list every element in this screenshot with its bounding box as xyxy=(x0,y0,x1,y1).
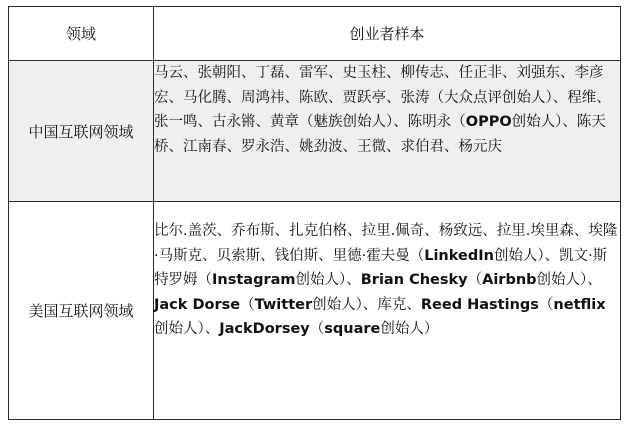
header-row xyxy=(9,7,621,61)
text-segment: （ xyxy=(240,296,255,313)
sample-cell-china xyxy=(154,61,621,202)
bold-name-segment: OPPO xyxy=(465,114,512,130)
bold-name-segment: JackDorsey xyxy=(219,321,310,337)
text-segment: 马云、张朝阳、丁磊、雷军、史玉柱、柳传志、任正非、刘强东、李彦宏、马化腾、周鸿祎、陈欧、贾跃亭、张涛（大众点评创始人）、程维、张一鸣、古永锵、黄章（魅族创始人）、陈明永（ xyxy=(154,65,611,130)
text-segment: 创始人） xyxy=(380,321,439,337)
text-segment: 创始人）、 xyxy=(154,321,220,337)
table-row xyxy=(9,61,621,202)
text-segment: （ xyxy=(309,321,325,337)
sample-cell-usa xyxy=(154,202,621,420)
header-samples: 创业者样本 xyxy=(154,7,621,61)
text-segment: 创始人）、库克、 xyxy=(312,296,421,313)
text-segment: （ xyxy=(538,296,554,313)
bold-name-segment: netflix xyxy=(553,296,606,313)
text-segment: 创始人）、陈天桥、江南春、罗永浩、姚劲波、王微、求伯君、杨元庆 xyxy=(154,114,606,155)
domain-cell-china: 中国互联网领域 xyxy=(9,61,154,202)
bold-name-segment: Airbnb xyxy=(482,272,537,288)
entrepreneur-sample-table xyxy=(8,6,621,420)
text-segment: （ xyxy=(467,272,483,288)
bold-name-segment: Reed Hastings xyxy=(420,296,539,313)
bold-name-segment: Jack Dorse xyxy=(154,296,241,313)
text-segment: 创始人）、 xyxy=(295,272,361,288)
header-domain: 领域 xyxy=(9,7,154,61)
bold-name-segment: square xyxy=(324,321,381,337)
bold-name-segment: Brian Chesky xyxy=(360,272,468,288)
text-segment: 创始人）、 xyxy=(536,272,602,288)
domain-cell-usa: 美国互联网领域 xyxy=(9,202,154,420)
table-row xyxy=(9,202,621,420)
text-segment: 创始人）、凯文·斯特罗姆（ xyxy=(154,247,608,288)
text-segment: 比尔.盖茨、乔布斯、扎克伯格、拉里.佩奇、杨致远、拉里.埃里森、埃隆·马斯克、贝索斯、钱伯斯、里德·霍夫曼（ xyxy=(154,223,618,264)
bold-name-segment: Twitter xyxy=(254,296,313,313)
bold-name-segment: LinkedIn xyxy=(424,247,494,264)
bold-name-segment: Instagram xyxy=(212,272,296,288)
